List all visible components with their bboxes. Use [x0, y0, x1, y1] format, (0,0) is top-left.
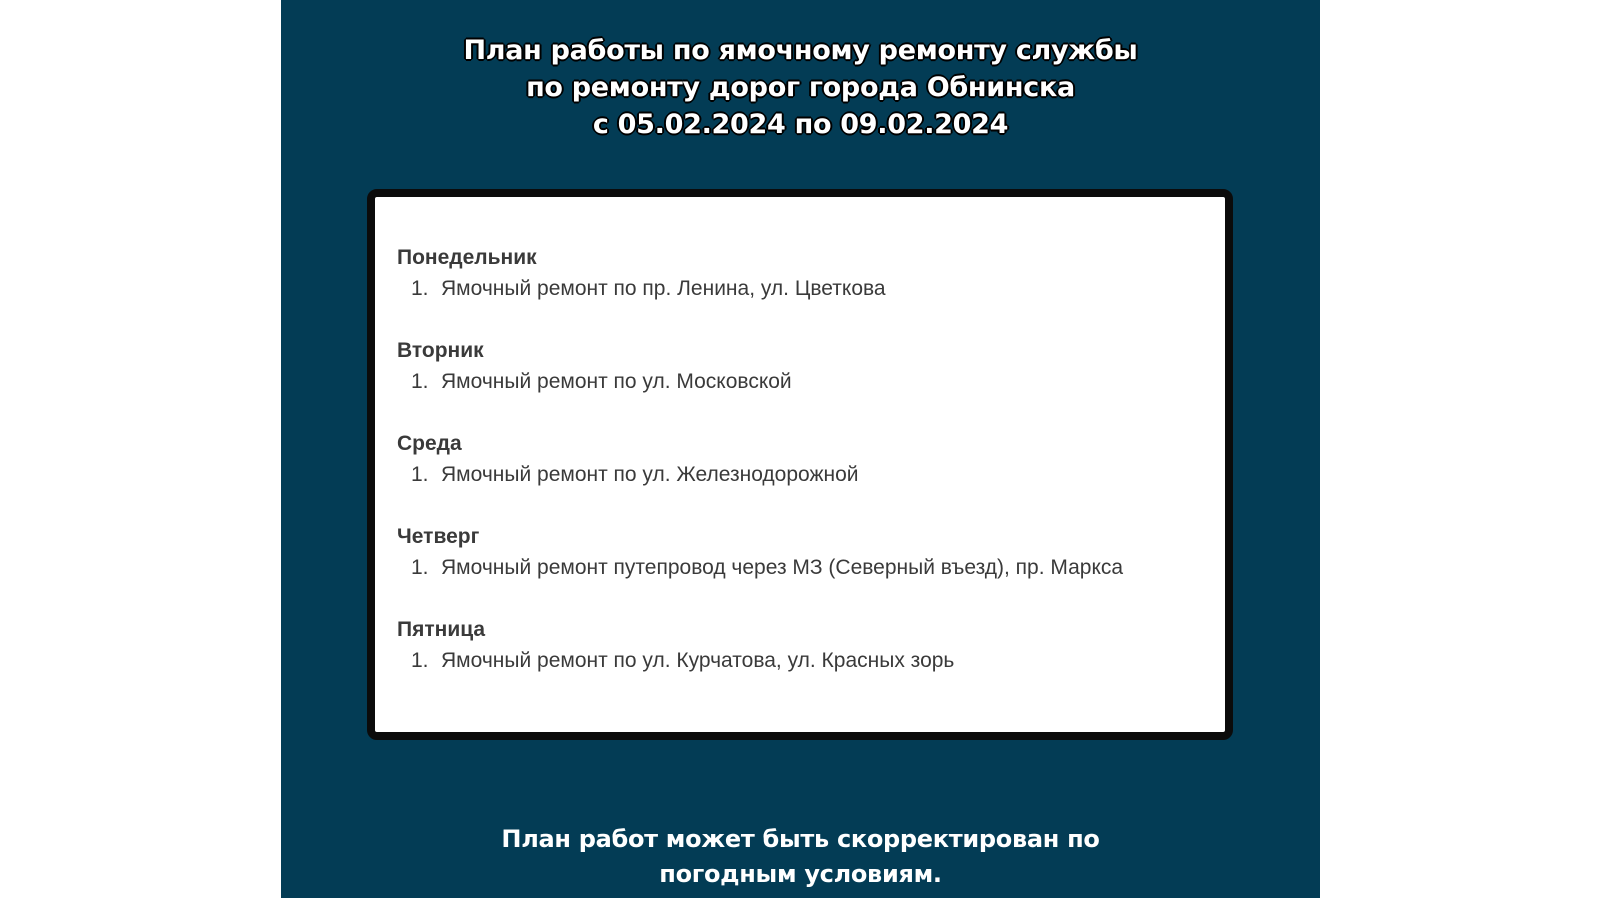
poster-panel: [281, 0, 1320, 898]
day-name: Понедельник: [397, 246, 537, 269]
page-title: [281, 32, 1320, 143]
note-line: План работ может быть скорректирован по: [501, 825, 1100, 853]
task-text: Ямочный ремонт по ул. Железнодорожной: [441, 463, 859, 486]
day-name: Пятница: [397, 618, 486, 641]
schedule-day-monday: [397, 245, 886, 302]
schedule-card: [367, 189, 1233, 740]
task-text: Ямочный ремонт путепровод через МЗ (Северный въезд), пр. Маркса: [441, 556, 1124, 579]
day-name: Среда: [397, 432, 462, 455]
task-number: 1.: [411, 370, 429, 393]
title-line: по ремонту дорог города Обнинска: [526, 72, 1075, 103]
task-number: 1.: [411, 649, 429, 672]
task-number: 1.: [411, 463, 429, 486]
schedule-day-tuesday: [397, 338, 792, 395]
day-task: [411, 369, 792, 395]
task-number: 1.: [411, 277, 429, 300]
title-line: План работы по ямочному ремонту службы: [463, 35, 1138, 66]
title-line-dates: с 05.02.2024 по 09.02.2024: [592, 109, 1009, 140]
day-name: Вторник: [397, 339, 484, 362]
day-task: [411, 555, 1123, 581]
task-number: 1.: [411, 556, 429, 579]
day-task: [411, 648, 954, 674]
schedule-day-wednesday: [397, 431, 859, 488]
day-task: [411, 276, 886, 302]
day-name: Четверг: [397, 525, 480, 548]
weather-note: [281, 822, 1320, 892]
task-text: Ямочный ремонт по пр. Ленина, ул. Цветкова: [441, 277, 886, 300]
day-task: [411, 462, 859, 488]
note-line: погодным условиям.: [659, 860, 942, 888]
task-text: Ямочный ремонт по ул. Курчатова, ул. Красных зорь: [441, 649, 955, 672]
schedule-day-thursday: [397, 524, 1123, 581]
schedule-day-friday: [397, 617, 954, 674]
task-text: Ямочный ремонт по ул. Московской: [441, 370, 792, 393]
